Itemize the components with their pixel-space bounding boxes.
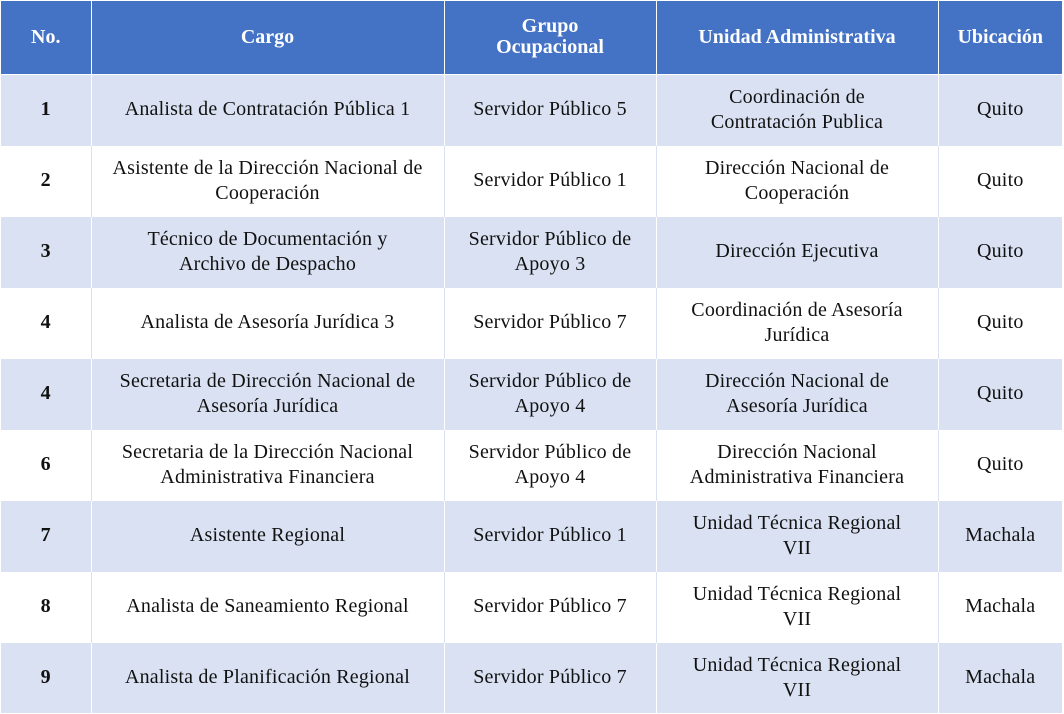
cell-unidad [656,358,938,429]
cell-cargo-text: Secretaria de la Dirección Nacional Administrativa Financiera [121,440,414,488]
header-unidad-administrativa: Unidad Administrativa [656,1,938,74]
table-row [1,74,1062,145]
cell-grupo: Servidor Público 1 [444,500,656,571]
cell-ubicacion: Quito [938,145,1062,216]
table-row [1,216,1062,287]
cell-unidad-text: Unidad Técnica Regional VII [692,653,902,701]
cell-unidad [656,74,938,145]
table-row [1,429,1062,500]
cell-grupo: Servidor Público 5 [444,74,656,145]
cell-no: 4 [1,358,91,429]
cell-no: 2 [1,145,91,216]
positions-table [1,1,1062,713]
table-row [1,500,1062,571]
cell-cargo [91,429,444,500]
cell-unidad-text: Dirección Nacional de Asesoría Jurídica [704,369,890,417]
cell-no: 1 [1,74,91,145]
cell-unidad-text: Dirección Nacional Administrativa Financiera [689,440,905,488]
cell-ubicacion: Quito [938,429,1062,500]
cell-no: 8 [1,571,91,642]
header-grupo-ocupacional [444,1,656,74]
cell-grupo-text: Servidor Público de Apoyo 3 [468,227,632,275]
cell-cargo: Asistente Regional [91,500,444,571]
cell-unidad-text: Dirección Nacional de Cooperación [704,156,890,204]
cell-unidad-text: Unidad Técnica Regional VII [692,511,902,559]
cell-cargo [91,358,444,429]
cell-no: 3 [1,216,91,287]
cell-ubicacion: Quito [938,74,1062,145]
cell-unidad-text: Coordinación de Asesoría Jurídica [691,298,903,346]
cell-cargo [91,216,444,287]
table-row [1,358,1062,429]
table-body [1,74,1062,713]
cell-unidad [656,145,938,216]
cell-ubicacion: Quito [938,287,1062,358]
cell-unidad [656,642,938,713]
cell-unidad: Dirección Ejecutiva [656,216,938,287]
cell-ubicacion: Machala [938,571,1062,642]
header-no: No. [1,1,91,74]
table-header [1,1,1062,74]
cell-grupo [444,429,656,500]
cell-cargo-text: Asistente de la Dirección Nacional de Cooperación [112,156,423,204]
cell-grupo-text: Servidor Público de Apoyo 4 [468,440,632,488]
cell-ubicacion: Machala [938,500,1062,571]
cell-grupo: Servidor Público 7 [444,642,656,713]
cell-cargo: Analista de Contratación Pública 1 [91,74,444,145]
cell-unidad-text: Unidad Técnica Regional VII [692,582,902,630]
cell-no: 9 [1,642,91,713]
cell-grupo [444,216,656,287]
cell-ubicacion: Quito [938,216,1062,287]
cell-grupo-text: Servidor Público de Apoyo 4 [468,369,632,417]
cell-grupo: Servidor Público 1 [444,145,656,216]
table-row [1,642,1062,713]
cell-cargo: Analista de Planificación Regional [91,642,444,713]
table-row [1,145,1062,216]
header-ubicacion: Ubicación [938,1,1062,74]
cell-ubicacion: Machala [938,642,1062,713]
cell-no: 7 [1,500,91,571]
cell-unidad [656,571,938,642]
cell-ubicacion: Quito [938,358,1062,429]
header-row [1,1,1062,74]
cell-unidad [656,429,938,500]
cell-grupo [444,358,656,429]
cell-unidad [656,287,938,358]
cell-no: 6 [1,429,91,500]
cell-unidad-text: Coordinación de Contratación Publica [710,85,884,133]
header-cargo: Cargo [91,1,444,74]
table-row [1,571,1062,642]
cell-cargo: Analista de Saneamiento Regional [91,571,444,642]
cell-unidad [656,500,938,571]
cell-no: 4 [1,287,91,358]
cell-cargo-text: Técnico de Documentación y Archivo de Despacho [147,227,388,275]
cell-cargo [91,145,444,216]
cell-grupo: Servidor Público 7 [444,287,656,358]
header-grupo-label: Grupo Ocupacional [496,15,604,59]
cell-cargo: Analista de Asesoría Jurídica 3 [91,287,444,358]
cell-grupo: Servidor Público 7 [444,571,656,642]
table-row [1,287,1062,358]
cell-cargo-text: Secretaria de Dirección Nacional de Asesoría Jurídica [119,369,416,417]
